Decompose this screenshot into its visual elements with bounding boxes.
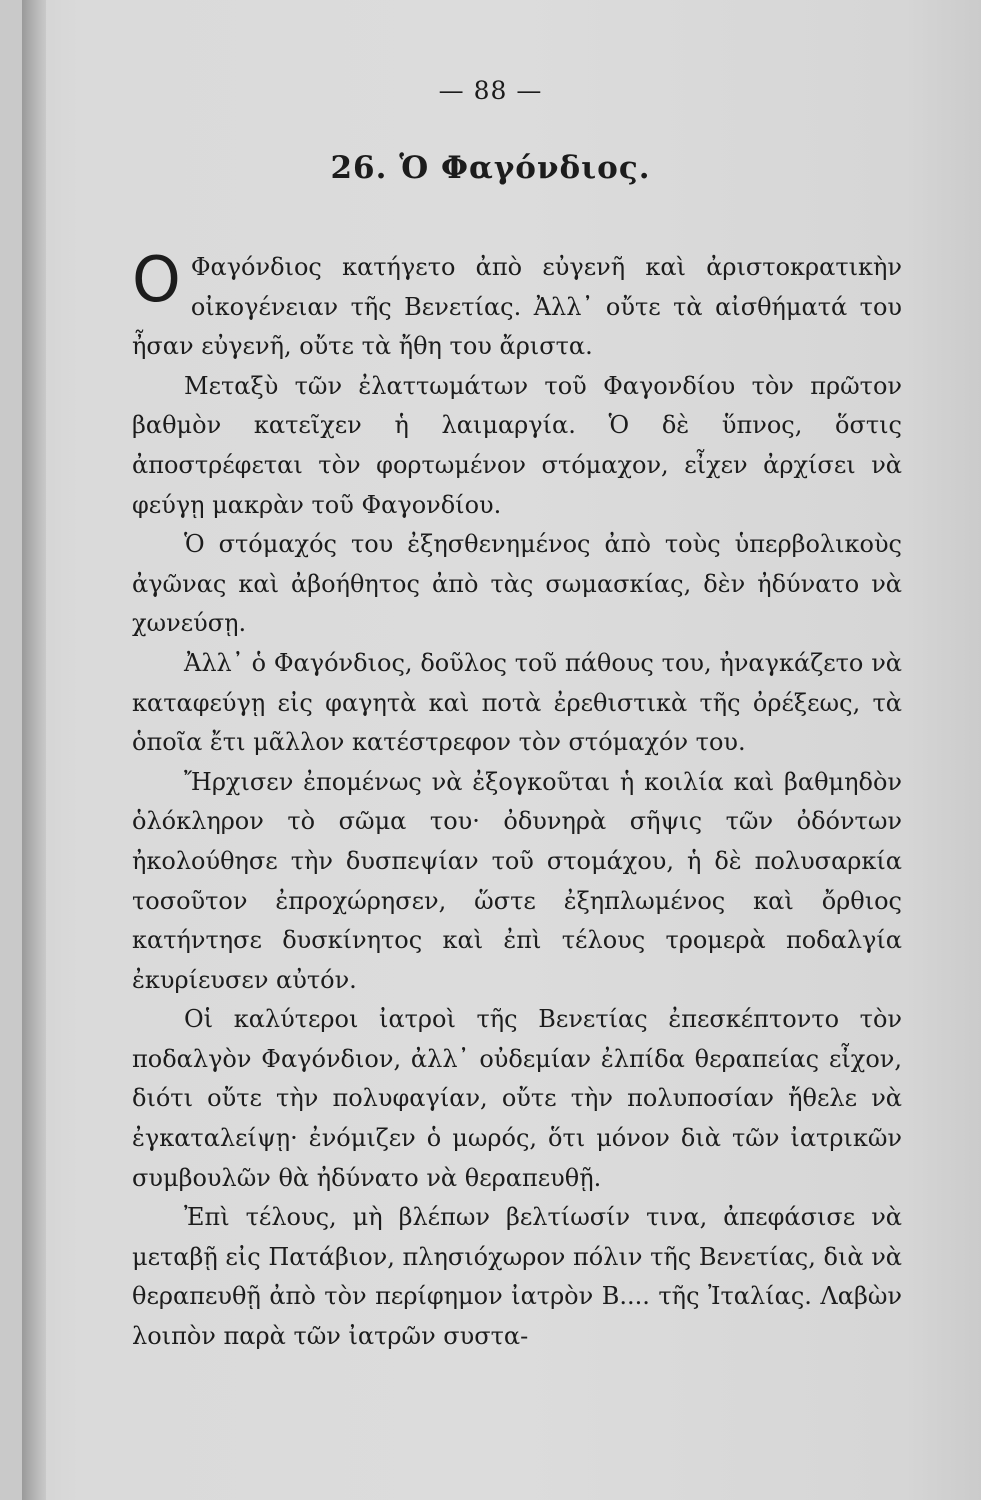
paragraph-1 bbox=[132, 243, 902, 367]
page-number: — 88 — bbox=[438, 76, 543, 105]
chapter-title: 26. Ὁ Φαγόνδιος. bbox=[330, 150, 651, 186]
page-binding-edge bbox=[22, 0, 46, 1500]
paragraph-2: Μεταξὺ τῶν ἐλαττωμάτων τοῦ Φαγονδίου τὸν πρῶτον βαθμὸν κατεῖχεν ἡ λαιμαργία. Ὁ δὲ ὕπνος, ὅστις ἀποστρέφεται τὸν φορτωμένον στόμαχον, εἶχεν ἀρχίσει νὰ φεύγῃ μακρὰν τοῦ Φαγονδίου. bbox=[132, 371, 902, 519]
paragraph-6: Οἱ καλύτεροι ἰατροὶ τῆς Βενετίας ἐπεσκέπτοντο τὸν ποδαλγὸν Φαγόνδιον, ἀλλ᾿ οὐδεμίαν ἐλπίδα θεραπείας εἶχον, διότι οὔτε τὴν πολυφαγίαν, οὔτε τὴν πολυποσίαν ἤθελε νὰ ἐγκαταλείψῃ· ἐνόμιζεν ὁ μωρός, ὅτι μόνον διὰ τῶν ἰατρικῶν συμβουλῶν θὰ ἠδύνατο νὰ θεραπευθῇ. bbox=[132, 1005, 902, 1192]
drop-cap: Ο bbox=[132, 243, 181, 316]
paragraph-4: Ἀλλ᾿ ὁ Φαγόνδιος, δοῦλος τοῦ πάθους του, ἠναγκάζετο νὰ καταφεύγῃ εἰς φαγητὰ καὶ ποτὰ ἐρεθιστικὰ τῆς ὀρέξεως, τὰ ὁποῖα ἔτι μᾶλλον κατέστρεφον τὸν στόμαχόν του. bbox=[132, 648, 902, 757]
paragraph-7: Ἐπὶ τέλους, μὴ βλέπων βελτίωσίν τινα, ἀπεφάσισε νὰ μεταβῇ εἰς Πατάβιον, πλησιόχωρον πόλιν τῆς Βενετίας, διὰ νὰ θεραπευθῇ ἀπὸ τὸν περίφημον ἰατρὸν Β.... τῆς Ἰταλίας. Λαβὼν λοιπὸν παρὰ τῶν ἰατρῶν συστα- bbox=[132, 1203, 902, 1351]
paragraph-5: Ἤρχισεν ἐπομένως νὰ ἐξογκοῦται ἡ κοιλία καὶ βαθμηδὸν ὁλόκληρον τὸ σῶμα του· ὀδυνηρὰ σῆψις τῶν ὀδόντων ἠκολούθησε τὴν δυσπεψίαν τοῦ στομάχου, ἡ δὲ πολυσαρκία τοσοῦτον ἐπροχώρησεν, ὥστε ἐξηπλωμένος καὶ ὄρθιος κατήντησε δυσκίνητος καὶ ἐπὶ τέλους τρομερὰ ποδαλγία ἐκυρίευσεν αὐτόν. bbox=[132, 767, 902, 994]
body-text bbox=[132, 243, 902, 1357]
paragraph-3: Ὁ στόμαχός του ἐξησθενημένος ἀπὸ τοὺς ὑπερβολικοὺς ἀγῶνας καὶ ἀβοήθητος ἀπὸ τὰς σωμασκίας, δὲν ἠδύνατο νὰ χωνεύσῃ. bbox=[132, 530, 902, 638]
paragraph-1-text: Φαγόνδιος κατήγετο ἀπὸ εὐγενῆ καὶ ἀριστοκρατικὴν οἰκογένειαν τῆς Βενετίας. Ἀλλ᾿ οὔτε τὰ αἰσθήματά του ἦσαν εὐγενῆ, οὔτε τὰ ἤθη του ἄριστα. bbox=[132, 253, 902, 361]
